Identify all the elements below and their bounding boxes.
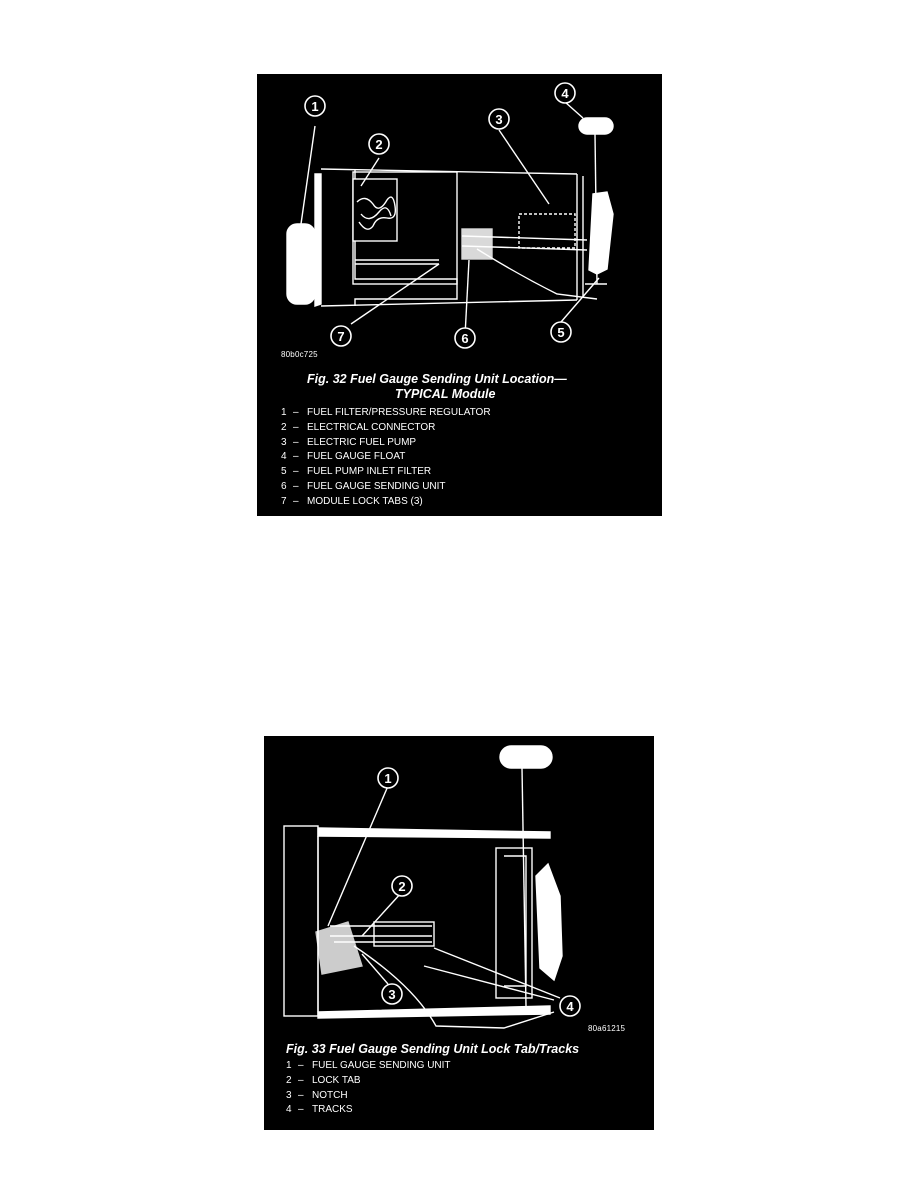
legend-item: 4 – FUEL GAUGE FLOAT: [281, 451, 406, 463]
callout-5: 5: [557, 325, 565, 340]
legend-item: 3 – ELECTRIC FUEL PUMP: [281, 436, 417, 448]
image-code: 80b0c725: [281, 350, 318, 359]
legend-item: 2 – LOCK TAB: [286, 1074, 361, 1086]
image-code: 80a61215: [588, 1024, 626, 1033]
legend-item: 2 – ELECTRICAL CONNECTOR: [281, 421, 436, 433]
callout-4: 4: [566, 999, 574, 1014]
figure-caption-line-2: TYPICAL Module: [395, 387, 496, 401]
callout-1: 1: [311, 99, 319, 114]
legend-item: 3 – NOTCH: [286, 1089, 348, 1101]
callout-3: 3: [388, 987, 396, 1002]
callout-3: 3: [495, 112, 503, 127]
figure-32: [257, 74, 662, 516]
legend-item: 6 – FUEL GAUGE SENDING UNIT: [281, 480, 446, 492]
legend-item: 5 – FUEL PUMP INLET FILTER: [281, 466, 432, 478]
legend-item: 4 – TRACKS: [286, 1104, 353, 1116]
legend-item: 7 – MODULE LOCK TABS (3): [281, 495, 423, 507]
callout-1: 1: [384, 771, 392, 786]
legend-item: 1 – FUEL GAUGE SENDING UNIT: [286, 1060, 451, 1071]
callout-4: 4: [561, 86, 569, 101]
callout-2: 2: [398, 879, 406, 894]
figure-legend: [281, 406, 491, 510]
figure-caption: Fig. 33 Fuel Gauge Sending Unit Lock Tab/Tracks: [286, 1042, 580, 1056]
callout-2: 2: [375, 137, 383, 152]
callout-7: 7: [337, 329, 345, 344]
legend-item: 1 – FUEL FILTER/PRESSURE REGULATOR: [281, 407, 491, 418]
callout-6: 6: [461, 331, 469, 346]
figure-legend: [286, 1059, 451, 1118]
figure-33: [264, 736, 654, 1130]
figure-caption-line-1: Fig. 32 Fuel Gauge Sending Unit Location—: [307, 372, 567, 386]
